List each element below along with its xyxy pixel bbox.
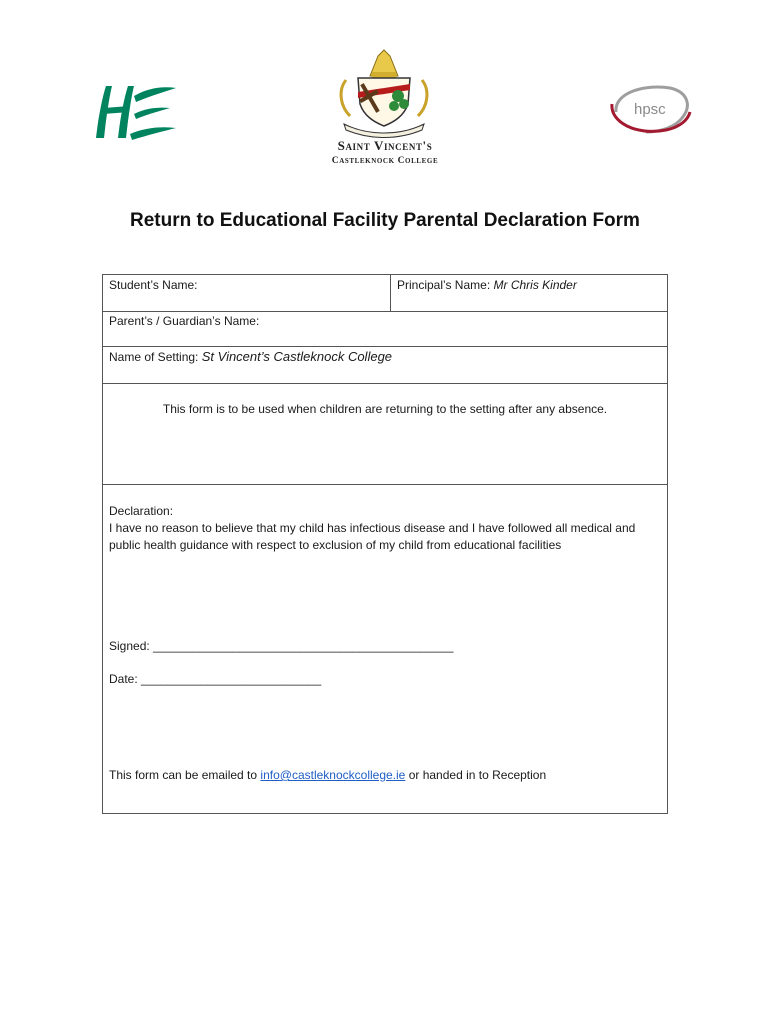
declaration-cell xyxy=(103,485,668,814)
declaration-form xyxy=(102,274,668,814)
declaration-heading: Declaration: xyxy=(109,504,174,518)
parent-name-cell[interactable] xyxy=(103,312,668,347)
footer-suffix: or handed in to Reception xyxy=(408,768,547,782)
footer-prefix: This form can be emailed to xyxy=(109,768,258,782)
setting-name-label: Name of Setting: xyxy=(109,350,199,364)
college-crest xyxy=(328,46,440,140)
signed-field[interactable] xyxy=(109,638,661,655)
signed-label: Signed: xyxy=(109,639,150,653)
setting-name-cell xyxy=(103,347,668,384)
college-name-line1: Saint Vincent's xyxy=(337,138,433,153)
usage-note-text: This form is to be used when children are returning to the setting after any absence. xyxy=(162,402,608,416)
date-line: ___________________________ xyxy=(141,672,322,686)
email-link[interactable]: info@castleknockcollege.ie xyxy=(260,768,406,782)
principal-name-label: Principal’s Name: xyxy=(397,278,491,292)
signed-line: _____________________________________________ xyxy=(153,639,454,653)
date-label: Date: xyxy=(109,672,138,686)
hpsc-logo xyxy=(606,82,692,138)
parent-name-label: Parent’s / Guardian’s Name: xyxy=(109,314,260,328)
college-name xyxy=(300,138,470,166)
college-name-line2: Castleknock College xyxy=(331,156,439,166)
student-name-label: Student’s Name: xyxy=(109,278,198,292)
principal-name-cell xyxy=(391,275,668,312)
student-name-cell[interactable] xyxy=(103,275,391,312)
declaration-text: I have no reason to believe that my child has infectious disease and I have followed all medical and public health guidance with respect to exclusion of my child from educational facilities xyxy=(109,521,636,552)
form-title: Return to Educational Facility Parental Declaration Form xyxy=(130,210,640,231)
footer-note xyxy=(109,767,661,784)
principal-name-value: Mr Chris Kinder xyxy=(493,278,577,292)
usage-note-cell xyxy=(103,384,668,485)
setting-name-value: St Vincent’s Castleknock College xyxy=(201,349,393,364)
hpsc-logo-text: hpsc xyxy=(634,101,666,118)
date-field[interactable] xyxy=(109,671,661,688)
hse-logo xyxy=(90,80,178,142)
